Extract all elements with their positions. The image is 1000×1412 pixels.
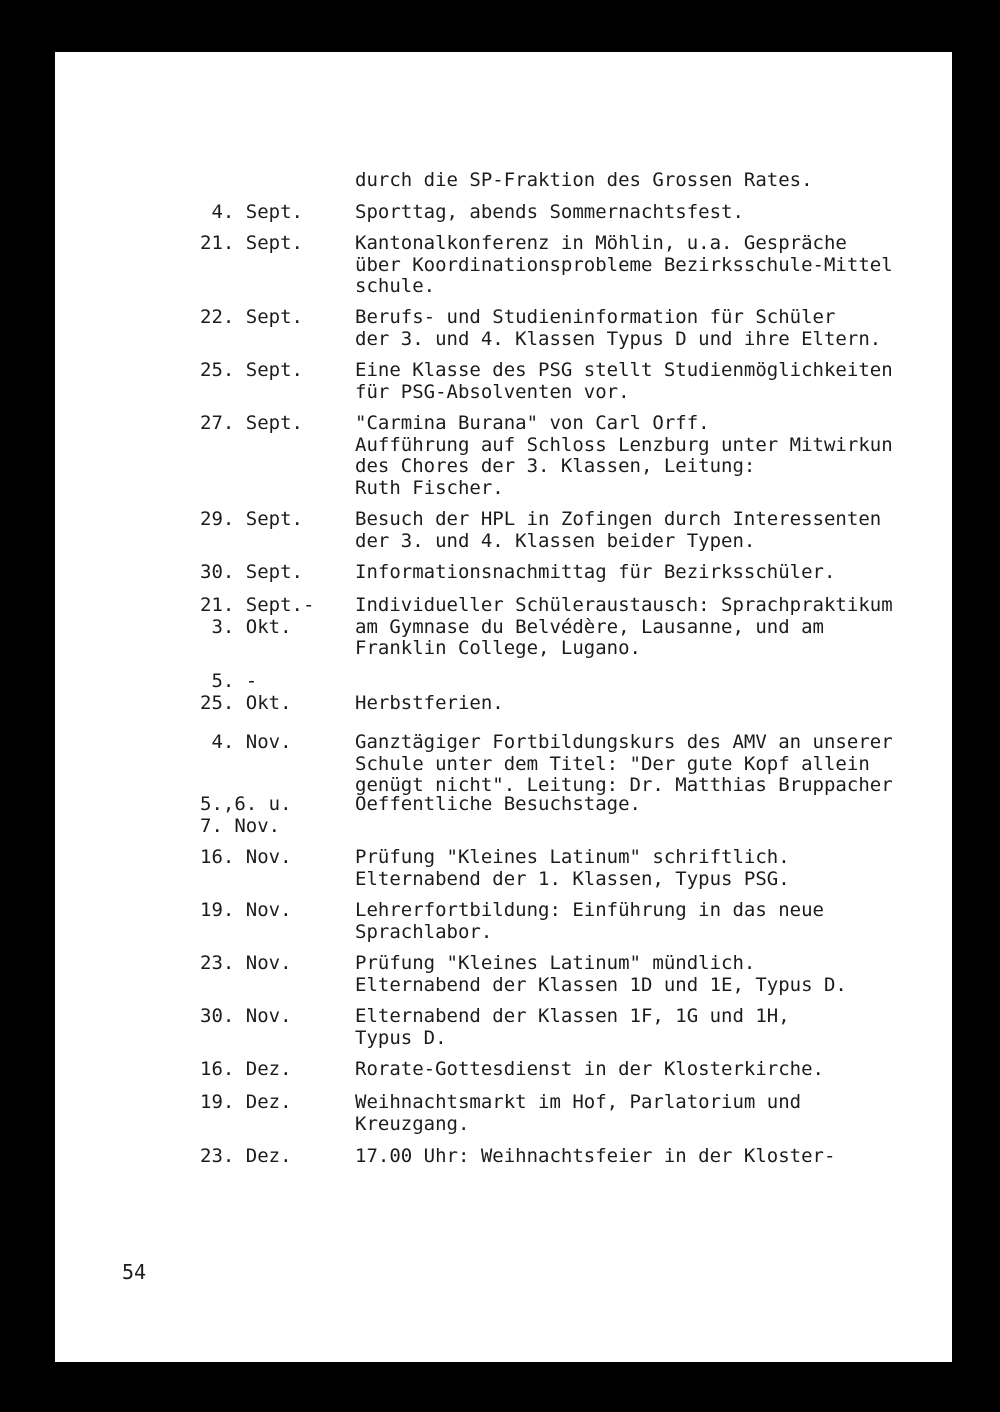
entry-description: 17.00 Uhr: Weihnachtsfeier in der Kloster- — [355, 1145, 836, 1167]
entry-description: Elternabend der Klassen 1F, 1G und 1H, Typus D. — [355, 1005, 790, 1049]
entry-date: 30. Sept. — [200, 561, 303, 583]
page-number: 54 — [122, 1260, 147, 1284]
entry-description: Informationsnachmittag für Bezirksschüler. — [355, 561, 836, 583]
entry-date: 23. Dez. — [200, 1145, 292, 1167]
entry-date: 27. Sept. — [200, 412, 303, 434]
document-page — [55, 52, 952, 1362]
entry-date: 21. Sept. — [200, 232, 303, 254]
entry-date: 16. Dez. — [200, 1058, 292, 1080]
entry-description: Eine Klasse des PSG stellt Studienmöglichkeiten für PSG-Absolventen vor. — [355, 359, 893, 403]
entry-description: Sporttag, abends Sommernachtsfest. — [355, 201, 744, 223]
entry-date: 4. Nov. — [200, 731, 292, 753]
entry-date: 30. Nov. — [200, 1005, 292, 1027]
entry-date: 23. Nov. — [200, 952, 292, 974]
entry-date: 29. Sept. — [200, 508, 303, 530]
entry-description: Prüfung "Kleines Latinum" mündlich. Elternabend der Klassen 1D und 1E, Typus D. — [355, 952, 847, 996]
entry-description: Kantonalkonferenz in Möhlin, u.a. Gespräche über Koordinationsprobleme Bezirksschule-Mittel schule. — [355, 232, 893, 297]
entry-description: Ganztägiger Fortbildungskurs des AMV an unserer Schule unter dem Titel: "Der gute Kopf allein genügt nicht". Leitung: Dr. Matthias Bruppacher — [355, 731, 893, 796]
entry-description: Rorate-Gottesdienst in der Klosterkirche. — [355, 1058, 824, 1080]
chronicle-entries — [55, 52, 952, 1362]
entry-description: Oeffentliche Besuchstage. — [355, 793, 641, 815]
entry-description: Herbstferien. — [355, 691, 504, 714]
entry-date: 19. Nov. — [200, 899, 292, 921]
entry-date: 5.,6. u. 7. Nov. — [200, 793, 292, 837]
continuation-line: durch die SP-Fraktion des Grossen Rates. — [355, 169, 813, 191]
entry-date: 5. - 25. Okt. — [200, 670, 292, 714]
entry-description: Berufs- und Studieninformation für Schüler der 3. und 4. Klassen Typus D und ihre Eltern. — [355, 306, 882, 350]
entry-description: Weihnachtsmarkt im Hof, Parlatorium und Kreuzgang. — [355, 1091, 802, 1135]
entry-description: Prüfung "Kleines Latinum" schriftlich. Elternabend der 1. Klassen, Typus PSG. — [355, 846, 790, 890]
entry-date: 22. Sept. — [200, 306, 303, 328]
entry-date: 4. Sept. — [200, 201, 303, 223]
entry-date: 16. Nov. — [200, 846, 292, 868]
entry-description: Lehrerfortbildung: Einführung in das neue Sprachlabor. — [355, 899, 824, 943]
entry-description: Individueller Schüleraustausch: Sprachpraktikum am Gymnase du Belvédère, Lausanne, und am Franklin College, Lugano. — [355, 594, 893, 659]
entry-description: Besuch der HPL in Zofingen durch Interessenten der 3. und 4. Klassen beider Typen. — [355, 508, 882, 552]
entry-date: 21. Sept.- 3. Okt. — [200, 594, 315, 638]
entry-date: 19. Dez. — [200, 1091, 292, 1113]
entry-description: "Carmina Burana" von Carl Orff. Aufführung auf Schloss Lenzburg unter Mitwirkun des Chores der 3. Klassen, Leitung: Ruth Fischer. — [355, 412, 893, 499]
entry-date: 25. Sept. — [200, 359, 303, 381]
